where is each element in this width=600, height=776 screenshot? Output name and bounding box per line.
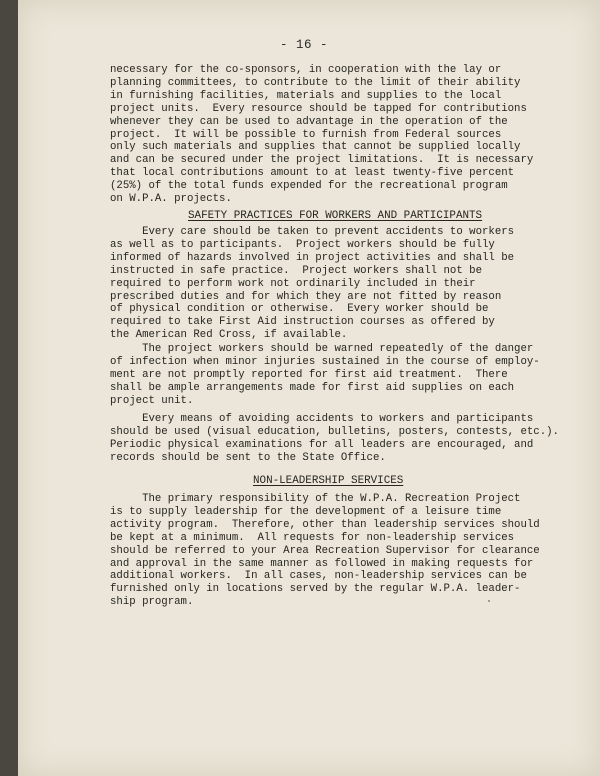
text-line: activity program. Therefore, other than leadership services should [110,518,540,531]
text-line: in furnishing facilities, materials and supplies to the local [110,89,502,102]
text-line: should be used (visual education, bulletins, posters, contests, etc.). [110,425,559,438]
text-line: and can be secured under the project limitations. It is necessary [110,154,534,167]
text-line: (25%) of the total funds expended for the recreational program [110,180,508,193]
text-line: the American Red Cross, if available. [110,329,348,342]
text-line: instructed in safe practice. Project workers shall not be [110,264,482,277]
text-line: additional workers. In all cases, non-leadership services can be [110,570,527,583]
text-line: only such materials and supplies that cannot be supplied locally [110,141,521,154]
heading-non-leadership-services: NON-LEADERSHIP SERVICES [253,475,404,487]
text-line: Every care should be taken to prevent accidents to workers [110,226,515,238]
text-line: project unit. [110,394,194,407]
text-line: informed of hazards involved in project activities and shall be [110,251,515,264]
paragraph-injury-warning [110,343,550,408]
paragraph-leadership-responsibility [110,493,550,609]
text-line: shall be ample arrangements made for first aid supplies on each [110,381,515,394]
text-line: of infection when minor injuries sustained in the course of employ- [110,355,540,368]
text-line: should be referred to your Area Recreation Supervisor for clearance [110,544,540,557]
text-line: whenever they can be used to advantage in the operation of the [110,115,508,128]
text-line: required to take First Aid instruction courses as offered by [110,316,495,329]
text-line: be kept at a minimum. All requests for non-leadership services [110,531,515,544]
text-line: necessary for the co-sponsors, in cooperation with the lay or [110,64,502,76]
text-line: ship program. [110,596,194,609]
text-line: is to supply leadership for the development of a leisure time [110,505,502,518]
text-line: project units. Every resource should be tapped for contributions [110,102,527,115]
text-line: project. It will be possible to furnish from Federal sources [110,128,502,141]
text-line: required to perform work not ordinarily included in their [110,277,476,290]
text-line: ment are not promptly reported for first aid treatment. There [110,368,508,381]
text-line: on W.P.A. projects. [110,193,232,206]
text-line: and approval in the same manner as followed in making requests for [110,557,534,570]
paper-speck [488,600,490,602]
document-page [18,0,600,776]
page-number: - 16 - [280,38,329,52]
text-line: prescribed duties and for which they are not fitted by reason [110,290,502,303]
text-line: Periodic physical examinations for all leaders are encouraged, and [110,438,534,451]
text-line: records should be sent to the State Office. [110,451,386,464]
paragraph-safety-care [110,226,550,342]
text-line: that local contributions amount to at least twenty-five percent [110,167,515,180]
text-line: The primary responsibility of the W.P.A. Recreation Project [110,493,521,505]
text-line: of physical condition or otherwise. Every worker should be [110,303,489,316]
paragraph-accident-prevention [110,413,559,465]
paragraph-contributions [110,64,550,206]
text-line: furnished only in locations served by the regular W.P.A. leader- [110,583,521,596]
text-line: as well as to participants. Project workers should be fully [110,238,495,251]
text-line: The project workers should be warned repeatedly of the danger [110,343,534,355]
heading-safety-practices: SAFETY PRACTICES FOR WORKERS AND PARTICIPANTS [188,210,483,222]
text-line: planning committees, to contribute to the limit of their ability [110,76,521,89]
text-line: Every means of avoiding accidents to workers and participants [110,413,534,425]
